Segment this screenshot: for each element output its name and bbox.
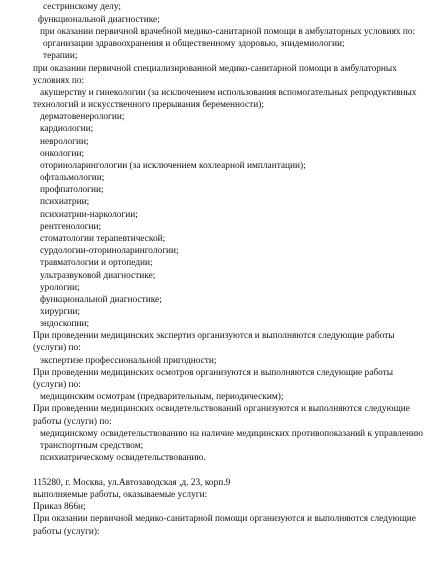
text-line: сестринскому делу; — [43, 2, 121, 12]
text-line: неврологии; — [40, 137, 89, 147]
address-line: 115280, г. Москва, ул.Автозаводская ,д. 23, корп.9 — [33, 478, 231, 488]
text-line: При проведении медицинских экспертиз организуются и выполняются следующие работы — [33, 331, 395, 341]
text-line: транспортным средством; — [40, 441, 144, 451]
text-line: ультразвуковой диагностике; — [40, 271, 156, 281]
text-line: При проведении медицинских осмотров организуются и выполняются следующие работы — [33, 368, 394, 378]
text-line: работы (услуги): — [33, 527, 100, 537]
text-line: при оказании первичной врачебной медико-санитарной помощи в амбулаторных условиях по: — [40, 27, 416, 37]
text-line: (услуги) по: — [33, 343, 81, 353]
text-line: психиатрическому освидетельствованию. — [40, 453, 206, 463]
text-line: эндоскопии; — [40, 319, 90, 329]
text-line: акушерству и гинекологии (за исключением использования вспомогательных репродуктивных — [40, 88, 417, 98]
text-line: медицинскому освидетельствованию на наличие медицинских противопоказаний к управлению — [40, 429, 423, 439]
text-line: кардиологии; — [40, 124, 94, 134]
text-line: стоматологии терапевтической; — [40, 234, 166, 244]
text-line: медицинским осмотрам (предварительным, периодическим); — [40, 392, 284, 402]
order-line: Приказ 866н; — [33, 502, 86, 512]
text-line: терапии; — [43, 51, 78, 61]
text-line: функциональной диагностике; — [38, 15, 160, 25]
text-line: (услуги) по: — [33, 380, 81, 390]
text-line: профпатологии; — [40, 185, 104, 195]
text-line: оториноларингологии (за исключением кохлеарной имплантации); — [40, 161, 306, 171]
text-line: хирургии; — [40, 307, 80, 317]
text-line: сурдологии-оториноларингологии; — [40, 246, 179, 256]
text-line: рентгенологии; — [40, 222, 102, 232]
text-line: при оказании первичной специализированной медико-санитарной помощи в амбулаторных — [33, 64, 397, 74]
text-line: условиях по: — [33, 76, 85, 86]
text-line: онкологии; — [40, 149, 85, 159]
text-line: экспертизе профессиональной пригодности; — [40, 356, 217, 366]
text-line: функциональной диагностике; — [40, 295, 162, 305]
text-line: дерматовенерологии; — [40, 112, 125, 122]
text-line: травматологии и ортопедии; — [40, 258, 153, 268]
text-line: психиатрии-наркологии; — [40, 210, 138, 220]
text-line: выполняемые работы, оказываемые услуги: — [33, 490, 208, 500]
text-line: работы (услуги) по: — [33, 417, 112, 427]
text-line: технологий и искусственного прерывания беременности); — [33, 100, 264, 110]
text-line: урологии; — [40, 283, 80, 293]
text-line: При оказании первичной медико-санитарной помощи организуются и выполняются следующие — [33, 514, 416, 524]
text-line: При проведении медицинских освидетельствований организуются и выполняются следующие — [33, 404, 410, 414]
text-line: психиатрии; — [40, 197, 90, 207]
text-line: организации здравоохранения и общественному здоровью, эпидемиологии; — [43, 39, 345, 49]
text-line: офтальмологии; — [40, 173, 105, 183]
